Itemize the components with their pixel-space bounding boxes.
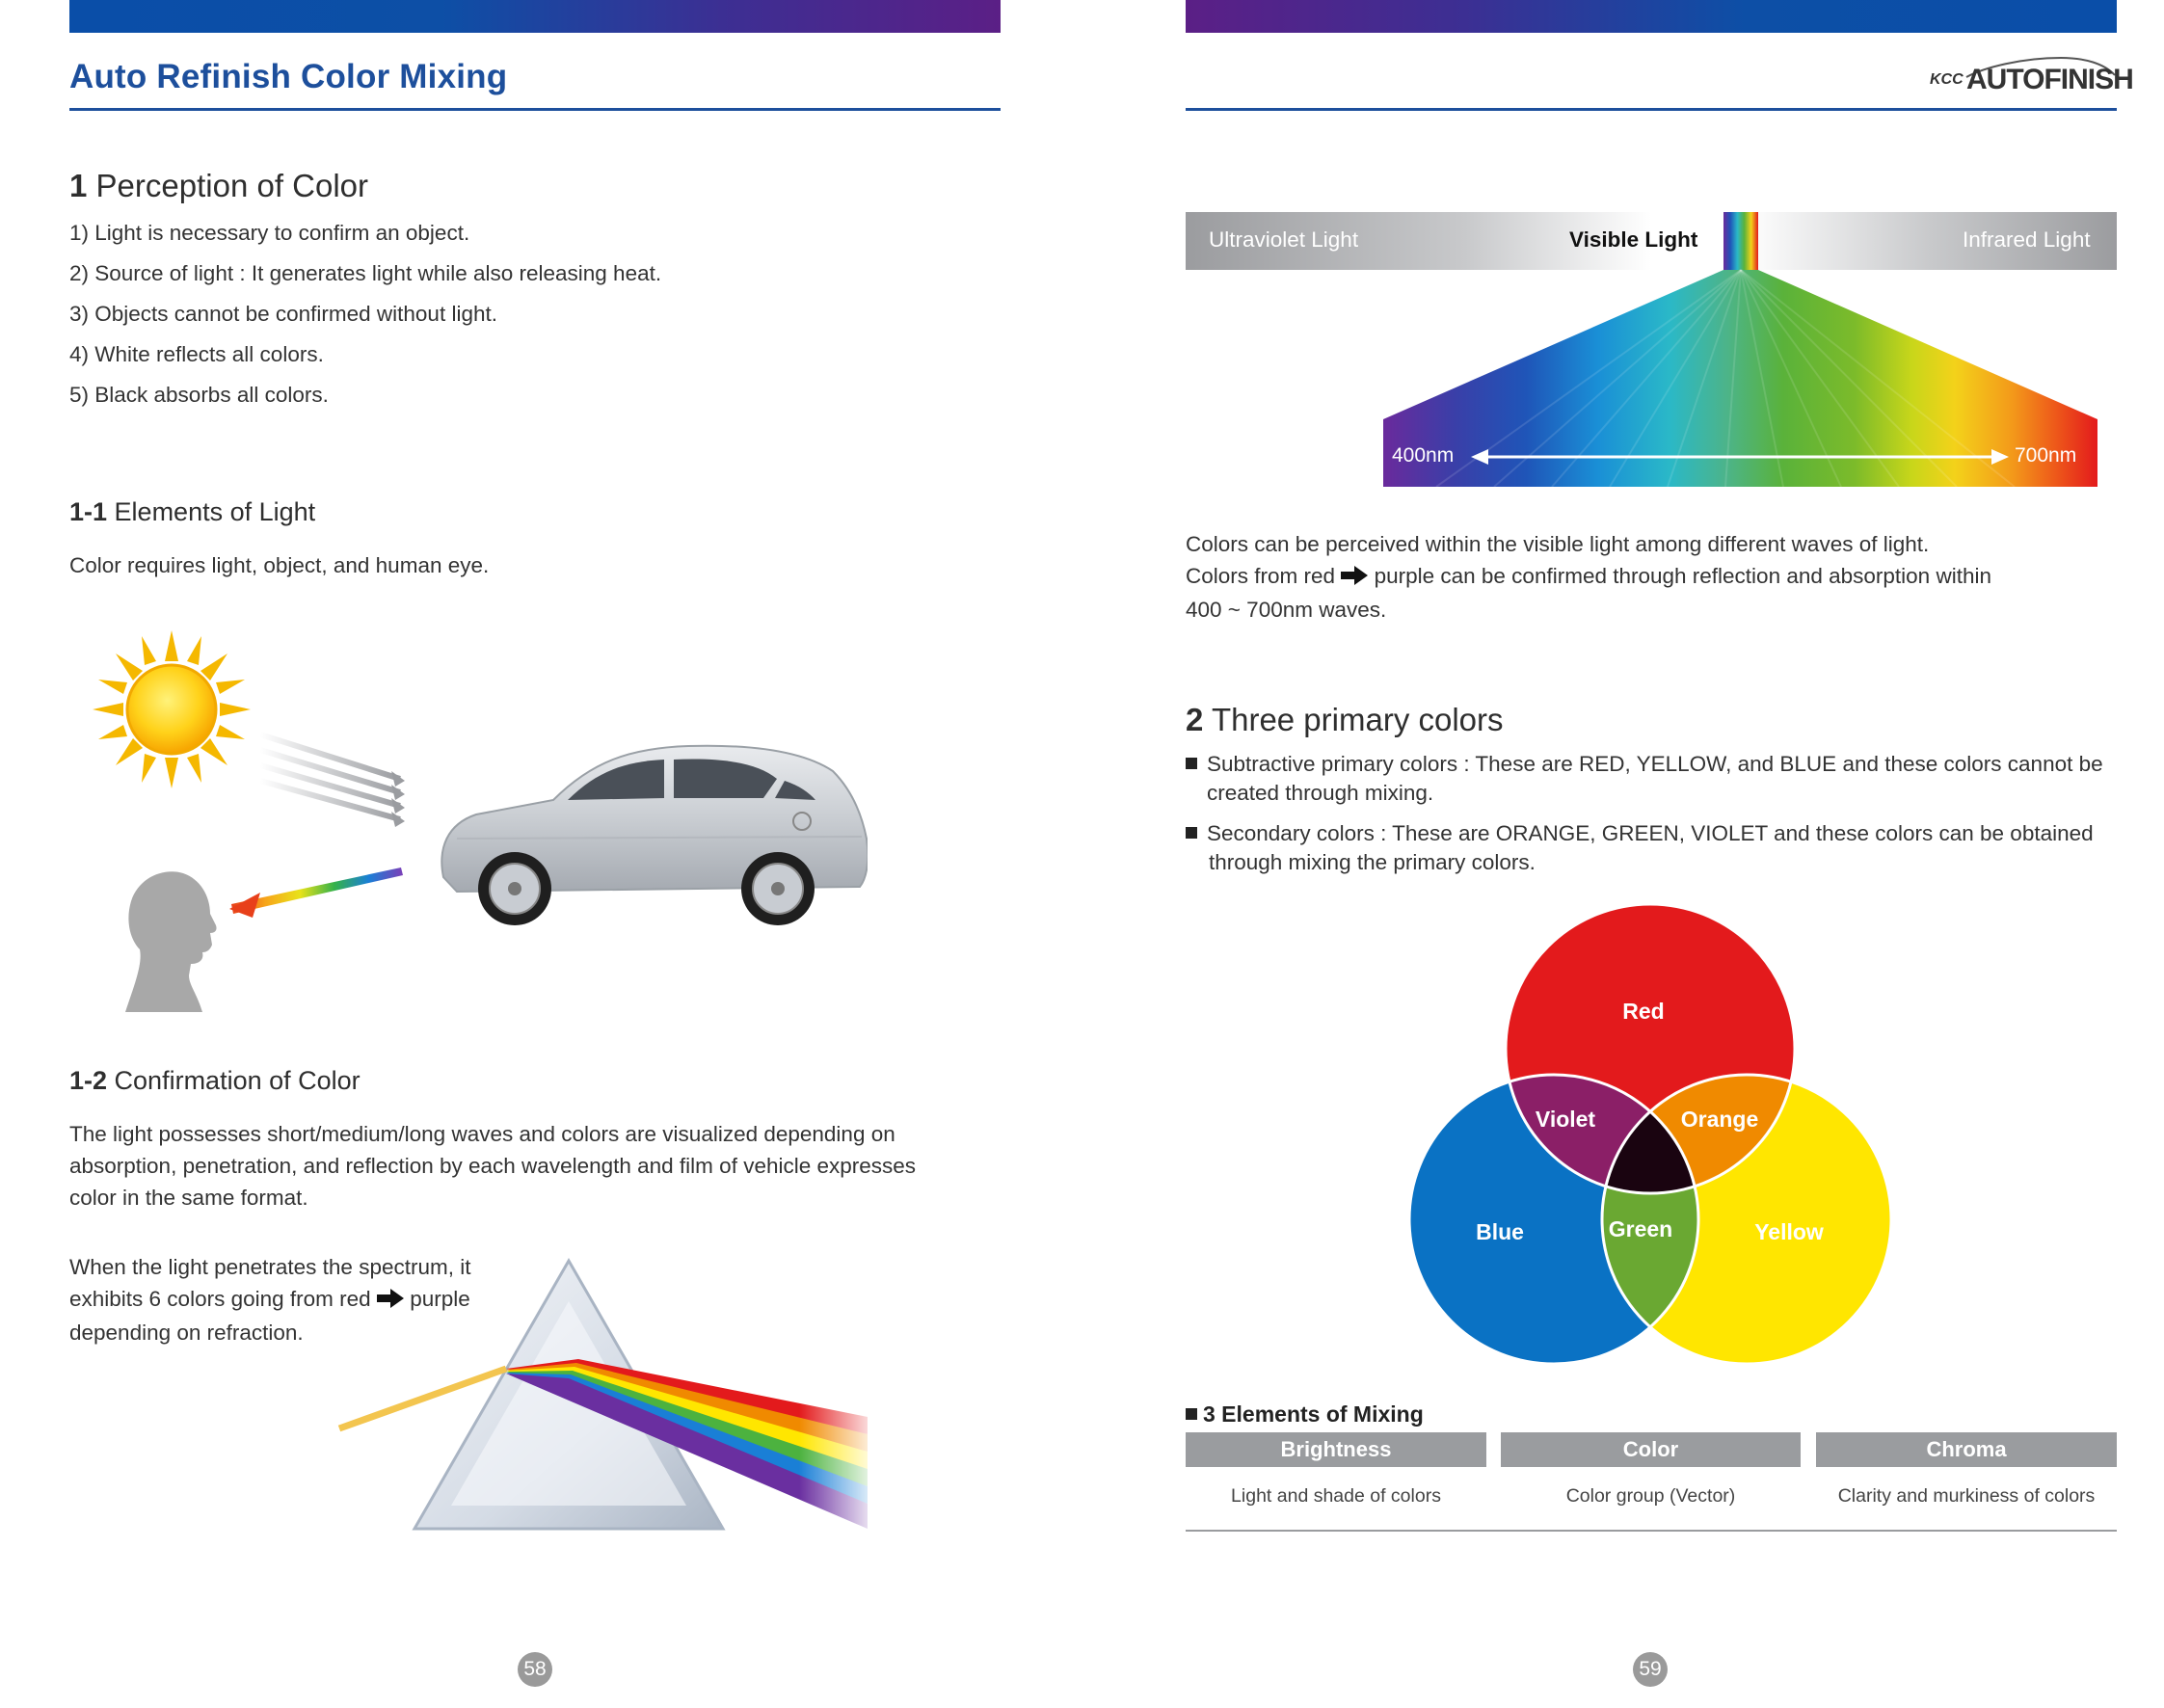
light-elements-illustration: [67, 627, 868, 1022]
paragraph-text: purple can be confirmed through reflection and absorption within: [1374, 564, 1991, 588]
list-item: 5) Black absorbs all colors.: [69, 383, 329, 407]
left-title-rule: [69, 108, 1001, 111]
visible-light-label: Visible Light: [1569, 227, 1698, 252]
venn-orange-label: Orange: [1680, 1107, 1759, 1132]
section-1-1-text: Color requires light, object, and human eye.: [69, 553, 490, 577]
right-arrow-icon: [1341, 562, 1368, 594]
paragraph-line: absorption, penetration, and reflection by each wavelength and film of vehicle expresses: [69, 1154, 917, 1178]
mixing-header-color: Color: [1501, 1432, 1801, 1467]
primary-colors-venn: [1398, 901, 1909, 1374]
bullet-square-icon: [1186, 827, 1197, 839]
bullet-item: [1186, 750, 2103, 808]
bullet-item: [1186, 819, 2103, 877]
venn-green-label: Green: [1608, 1216, 1673, 1241]
paragraph-text: exhibits 6 colors going from red: [69, 1287, 371, 1311]
list-item: 4) White reflects all colors.: [69, 342, 324, 366]
mixing-heading: [1186, 1401, 1424, 1428]
car-illustration: [441, 746, 868, 925]
section-1-title: Perception of Color: [95, 168, 369, 203]
infrared-label: Infrared Light: [1963, 227, 2091, 252]
bullet-square-icon: [1186, 1408, 1197, 1420]
perception-list: [69, 213, 661, 415]
section-1-2-title: Confirmation of Color: [114, 1066, 361, 1095]
mixing-desc-color: Color group (Vector): [1565, 1485, 1736, 1507]
reflected-light-arrow: [229, 867, 403, 918]
section-2-title: Three primary colors: [1211, 702, 1504, 737]
page-number-right: 59: [1633, 1652, 1668, 1687]
bullet-text: created through mixing.: [1207, 781, 1434, 805]
list-item: 3) Objects cannot be confirmed without light.: [69, 302, 497, 326]
mixing-desc-brightness: Light and shade of colors: [1231, 1485, 1441, 1507]
spectrum-description: [1186, 528, 1991, 626]
paragraph-line: 400 ~ 700nm waves.: [1186, 597, 1387, 622]
section-1-1-heading: [69, 497, 315, 527]
section-1-number: 1: [69, 168, 88, 203]
bullet-square-icon: [1186, 758, 1197, 769]
venn-red-label: Red: [1622, 999, 1665, 1024]
ultraviolet-label: Ultraviolet Light: [1209, 227, 1359, 252]
venn-violet-label: Violet: [1535, 1107, 1596, 1132]
visible-spectrum-fan: [1186, 212, 2117, 492]
page-title: Auto Refinish Color Mixing: [69, 58, 508, 95]
mixing-table-rule: [1186, 1530, 2117, 1532]
paragraph-text: purple: [410, 1287, 470, 1311]
section-1-2-paragraph: [69, 1118, 916, 1214]
section-1-heading: [69, 168, 368, 204]
bullet-text: Secondary colors : These are ORANGE, GREEN, VIOLET and these colors can be obtained: [1207, 821, 2094, 845]
page-number-left: 58: [518, 1652, 552, 1687]
human-head-icon: [125, 871, 217, 1012]
mixing-header-brightness: Brightness: [1186, 1432, 1486, 1467]
paragraph-text: Colors from red: [1186, 564, 1336, 588]
paragraph-line: [1186, 560, 1991, 594]
prism-illustration: [328, 1253, 887, 1561]
bullet-text: Subtractive primary colors : These are RED, YELLOW, and BLUE and these colors cannot be: [1207, 752, 2103, 776]
paragraph-line: The light possesses short/medium/long waves and colors are visualized depending on: [69, 1122, 895, 1146]
venn-blue-label: Blue: [1476, 1219, 1524, 1244]
right-title-rule: [1186, 108, 2117, 111]
section-1-2-heading: [69, 1066, 361, 1096]
section-2-heading: [1186, 702, 1504, 738]
kcc-autofinish-logo: [1926, 54, 2133, 102]
logo-text: AUTOFINISH: [1966, 64, 2133, 95]
mixing-header-chroma: Chroma: [1816, 1432, 2117, 1467]
section-2-number: 2: [1186, 702, 1204, 737]
right-header-bar: [1186, 0, 2117, 33]
mixing-title: 3 Elements of Mixing: [1203, 1401, 1424, 1427]
paragraph-line: color in the same format.: [69, 1186, 308, 1210]
primary-colors-bullets: [1186, 750, 2103, 877]
wavelength-min-label: 400nm: [1392, 444, 1455, 467]
mixing-desc-chroma: Clarity and murkiness of colors: [1837, 1485, 2096, 1507]
paragraph-line: When the light penetrates the spectrum, it: [69, 1255, 471, 1279]
sun-icon: [93, 630, 251, 788]
paragraph-line: Colors can be perceived within the visible light among different waves of light.: [1186, 532, 1930, 556]
list-item: 2) Source of light : It generates light while also releasing heat.: [69, 261, 662, 285]
venn-yellow-label: Yellow: [1754, 1219, 1824, 1244]
section-1-1-title: Elements of Light: [114, 497, 316, 526]
left-header-bar: [69, 0, 1001, 33]
paragraph-line: depending on refraction.: [69, 1320, 304, 1345]
light-rays: [260, 734, 400, 819]
section-1-1-number: 1-1: [69, 497, 108, 526]
section-1-2-number: 1-2: [69, 1066, 108, 1095]
list-item: 1) Light is necessary to confirm an object.: [69, 221, 470, 245]
bullet-text: through mixing the primary colors.: [1209, 850, 1536, 874]
wavelength-max-label: 700nm: [2015, 444, 2077, 467]
logo-prefix: KCC: [1930, 71, 1964, 88]
